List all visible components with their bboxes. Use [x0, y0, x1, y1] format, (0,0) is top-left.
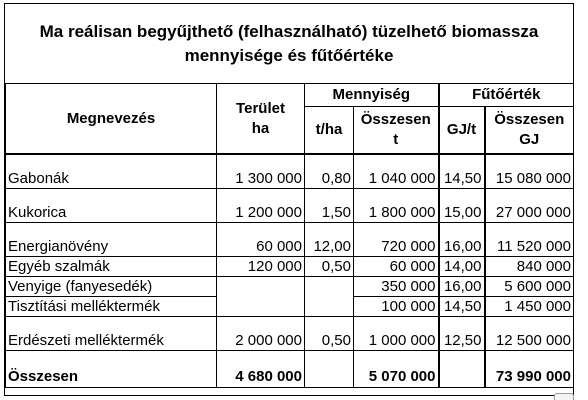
header-name: Megnevezés	[6, 84, 217, 154]
table-row	[6, 257, 574, 277]
table-title	[5, 4, 573, 84]
table-row	[6, 169, 574, 189]
spacer-row	[6, 351, 574, 366]
row-name: Venyige (fanyesedék)	[6, 277, 217, 297]
table-row	[6, 277, 574, 297]
row-area: 1 300 000	[217, 169, 305, 189]
header-quantity-total-label: Összesen	[360, 111, 431, 128]
row-gj-per-t: 14,50	[439, 169, 485, 189]
row-t-per-ha: 0,80	[305, 169, 354, 189]
title-line-2: mennyisége és fűtőértéke	[184, 45, 394, 65]
header-row-1	[6, 84, 574, 107]
row-gj-per-t: 14,50	[439, 297, 485, 317]
row-t-per-ha: 0,50	[305, 331, 354, 351]
scroll-handle-icon	[554, 393, 574, 400]
spacer-row	[6, 189, 574, 204]
row-t-per-ha: 1,50	[305, 203, 354, 223]
row-area: 2 000 000	[217, 331, 305, 351]
row-t-total: 1 040 000	[354, 169, 439, 189]
biomass-table	[5, 84, 574, 388]
total-area: 4 680 000	[217, 365, 305, 388]
row-t-total: 720 000	[354, 237, 439, 257]
row-gj-total: 840 000	[485, 257, 574, 277]
total-t-total: 5 070 000	[354, 365, 439, 388]
row-t-per-ha: 12,00	[305, 237, 354, 257]
row-t-total: 100 000	[354, 297, 439, 317]
spacer-row	[6, 317, 574, 332]
header-heat-total-unit: GJ	[519, 131, 540, 148]
row-t-per-ha	[305, 277, 354, 297]
row-gj-total: 1 450 000	[485, 297, 574, 317]
row-gj-total: 15 080 000	[485, 169, 574, 189]
total-gj-per-t	[439, 365, 485, 388]
row-t-per-ha: 0,50	[305, 257, 354, 277]
row-gj-per-t: 16,00	[439, 277, 485, 297]
header-heat-group: Fűtőérték	[439, 84, 574, 107]
total-name: Összesen	[6, 365, 217, 388]
row-name: Egyéb szalmák	[6, 257, 217, 277]
total-t-per-ha	[305, 365, 354, 388]
header-gj-per-t: GJ/t	[439, 107, 485, 155]
row-area: 120 000	[217, 257, 305, 277]
row-area	[217, 277, 305, 297]
row-name: Erdészeti melléktermék	[6, 331, 217, 351]
total-gj-total: 73 990 000	[485, 365, 574, 388]
row-gj-total: 5 600 000	[485, 277, 574, 297]
row-area: 60 000	[217, 237, 305, 257]
header-area-unit: ha	[251, 119, 270, 137]
row-area	[217, 297, 305, 317]
row-name: Energianövény	[6, 237, 217, 257]
total-row	[6, 365, 574, 388]
header-quantity-total-unit: t	[393, 131, 399, 148]
table-row	[6, 203, 574, 223]
table-row	[6, 237, 574, 257]
row-gj-total: 11 520 000	[485, 237, 574, 257]
table-row	[6, 331, 574, 351]
row-t-total: 350 000	[354, 277, 439, 297]
header-heat-total-label: Összesen	[494, 111, 565, 128]
header-area-label: Terület	[236, 99, 285, 117]
biomass-table-frame	[4, 3, 574, 396]
row-name: Tisztítási melléktermék	[6, 297, 217, 317]
title-line-1: Ma reálisan begyűjthető (felhasználható) tüzelhető biomassza	[39, 21, 539, 41]
row-gj-total: 27 000 000	[485, 203, 574, 223]
row-gj-per-t: 15,00	[439, 203, 485, 223]
row-gj-per-t: 14,00	[439, 257, 485, 277]
spacer-row	[6, 154, 574, 169]
row-gj-per-t: 12,50	[439, 331, 485, 351]
header-quantity-group: Mennyiség	[305, 84, 439, 107]
spacer-row	[6, 223, 574, 238]
header-t-per-ha: t/ha	[305, 107, 354, 155]
row-t-total: 60 000	[354, 257, 439, 277]
header-area	[217, 84, 305, 154]
row-name: Gabonák	[6, 169, 217, 189]
table-row	[6, 297, 574, 317]
row-t-total: 1 800 000	[354, 203, 439, 223]
row-t-per-ha	[305, 297, 354, 317]
row-name: Kukorica	[6, 203, 217, 223]
row-area: 1 200 000	[217, 203, 305, 223]
row-gj-total: 12 500 000	[485, 331, 574, 351]
row-t-total: 1 000 000	[354, 331, 439, 351]
header-quantity-total	[354, 107, 439, 155]
row-gj-per-t: 16,00	[439, 237, 485, 257]
header-heat-total	[485, 107, 574, 155]
